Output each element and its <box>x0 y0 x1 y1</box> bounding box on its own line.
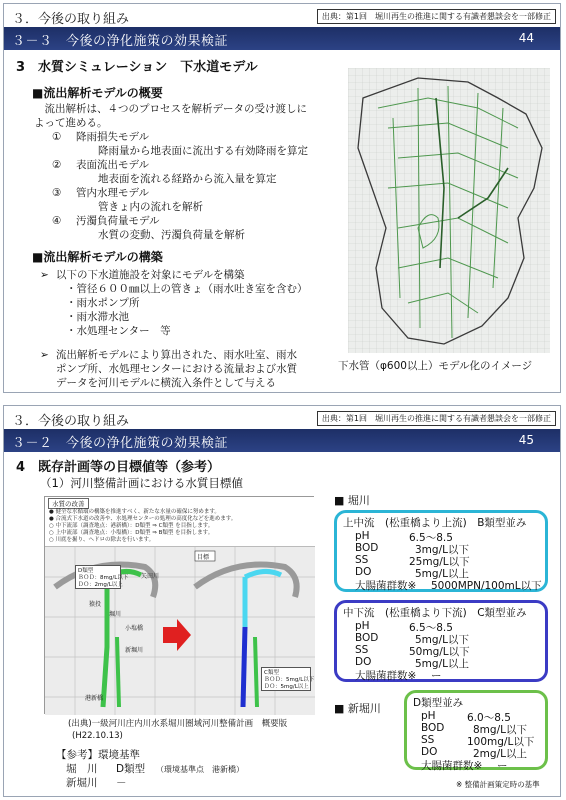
bullet-arrow-icon: ➢ <box>40 349 49 361</box>
row-key: DO <box>355 566 372 578</box>
construction-heading: ■流出解析モデルの構築 <box>32 250 163 264</box>
figure-line-4: ○ 上中流部（調査地点：小塩橋）：D類型 ⇒ B類型 を目指します。 <box>49 530 214 536</box>
legend-c-title: C類型 <box>264 670 279 676</box>
process-desc-1: 降雨量から地表面に流出する有効降雨を算定 <box>98 145 308 157</box>
figure-note-box <box>45 497 315 547</box>
row-key: BOD <box>355 632 379 644</box>
figure-line-5: ○ 川底を掘り、ヘドロの除去を行います。 <box>49 537 155 543</box>
row-value: 5000MPN/100mL以下 <box>431 580 542 592</box>
figure-source-1: (出典)一級河川庄内川水系堀川圏域河川整備計画 概要版 <box>68 719 288 729</box>
water-quality-figure <box>44 496 314 714</box>
process-name-3: 管内水理モデル <box>76 187 149 199</box>
place-label-2: 堀川 <box>109 611 122 618</box>
place-label-1: 猿投 <box>89 601 102 608</box>
page-heading: 3 水質シミュレーション 下水道モデル <box>16 60 258 75</box>
legend-d-title: D類型 <box>78 568 94 574</box>
row-value: 6.5～8.5 <box>409 622 453 634</box>
row-key: pH <box>355 620 370 632</box>
bullet-arrow-icon: ➢ <box>40 269 49 281</box>
section-header <box>4 406 560 429</box>
source-note: 出典：第1回 堀川再生の推進に関する有識者懇談会を一部修正 <box>317 411 556 426</box>
row-value: ー <box>431 670 442 682</box>
row-key: SS <box>355 644 369 656</box>
place-label-6: 港新橋 <box>85 695 104 702</box>
sewer-network-map <box>348 68 550 353</box>
row-value: 2mg/L以上 <box>473 748 527 760</box>
horikawa-label: ■ 堀川 <box>334 494 370 507</box>
bullet-1: 以下の下水道施設を対象にモデルを構築 <box>56 269 245 281</box>
subtitle: ３－３ 今後の浄化施策の効果検証 <box>12 34 229 49</box>
table-d-title: D類型並み <box>413 697 464 709</box>
process-num-1: ① <box>52 131 62 143</box>
row-key: SS <box>421 734 435 746</box>
slide-44 <box>3 3 561 393</box>
legend-c-do: ＤＯ：5mg/L以上 <box>264 684 309 690</box>
target-table-shinhorikawa <box>404 690 548 770</box>
row-key: 大腸菌群数※ <box>355 670 417 682</box>
table-lower-title: 中下流 (松重橋より下流) C類型並み <box>343 607 527 619</box>
table-upper-title: 上中流 (松重橋より上流) B類型並み <box>343 517 527 529</box>
source-note: 出典：第1回 堀川再生の推進に関する有識者懇談会を一部修正 <box>317 9 556 24</box>
sewer-map-image <box>348 68 550 353</box>
reference-value-2: － <box>116 777 127 789</box>
reference-title: 【参考】環境基準 <box>56 749 140 761</box>
legend-c-bod: ＢＯＤ：5mg/L以下 <box>264 677 315 683</box>
legend-d-box <box>75 565 129 589</box>
bullet-2-line-1: 流出解析モデルにより算出された、雨水吐室、雨水 <box>56 349 297 361</box>
row-value: 5mg/L以下 <box>415 634 469 646</box>
shinhorikawa-label: ■ 新堀川 <box>334 702 381 715</box>
row-value: 25mg/L以下 <box>409 556 470 568</box>
legend-d-bod: ＢＯＤ：8mg/L以下 <box>78 575 129 581</box>
overview-intro-1: 流出解析は、４つのプロセスを解析データの受け渡しに <box>34 103 307 115</box>
section-header <box>4 4 560 27</box>
figure-line-2: ● 合流式下水道の改善や、水処理センターの処理の高度化などを進めます。 <box>49 516 237 522</box>
overview-heading: ■流出解析モデルの概要 <box>32 86 163 100</box>
row-value: ー <box>497 760 508 772</box>
facility-4: ・水処理センター 等 <box>66 325 171 337</box>
facility-3: ・雨水滞水池 <box>66 311 129 323</box>
row-key: SS <box>355 554 369 566</box>
subtitle-bar <box>4 27 560 50</box>
row-key: 大腸菌群数※ <box>355 580 417 592</box>
facility-1: ・管径６００㎜以上の管きょ（雨水吐き室を含む） <box>66 283 308 295</box>
figure-box-title: 水質の改善 <box>48 498 89 509</box>
map-caption: 下水管（φ600以上）モデル化のイメージ <box>338 360 533 372</box>
subtitle-bar <box>4 429 560 452</box>
row-value: 100mg/L以下 <box>467 736 535 748</box>
row-key: DO <box>421 746 438 758</box>
process-desc-3: 管きょ内の流れを解析 <box>98 201 203 213</box>
facility-2: ・雨水ポンプ所 <box>66 297 140 309</box>
section-subheading: （1）河川整備計画における水質目標値 <box>40 476 243 490</box>
legend-d-do: ＤＯ：2mg/L以上 <box>78 582 123 588</box>
slide-45 <box>3 405 561 797</box>
row-value: 8mg/L以下 <box>473 724 527 736</box>
subtitle: ３－２ 今後の浄化施策の効果検証 <box>12 436 229 451</box>
page-number: 44 <box>518 31 534 45</box>
process-num-3: ③ <box>52 187 62 199</box>
section-title: ３．今後の取り組み <box>12 414 130 429</box>
bullet-2-line-3: データを河川モデルに横流入条件として与える <box>56 377 276 389</box>
row-key: 大腸菌群数※ <box>421 760 483 772</box>
row-key: DO <box>355 656 372 668</box>
footnote: ※ 整備計画策定時の基準 <box>456 780 540 789</box>
row-value: 6.5～8.5 <box>409 532 453 544</box>
row-key: BOD <box>421 722 445 734</box>
figure-source-2: (H22.10.13) <box>72 731 123 741</box>
target-label: 目標 <box>197 554 210 561</box>
page-number: 45 <box>518 433 534 447</box>
process-num-2: ② <box>52 159 62 171</box>
row-value: 50mg/L以下 <box>409 646 470 658</box>
figure-line-1: ● 健全な水循環の構築を推進すべく、新たな水量の確保に努めます。 <box>49 509 220 515</box>
reference-name-1: 堀 川 <box>66 763 98 775</box>
place-label-3: 新堀川 <box>125 647 144 654</box>
bullet-2-line-2: ポンプ所、水処理センターにおける流量および水質 <box>56 363 298 375</box>
row-key: pH <box>421 710 436 722</box>
target-table-lower <box>334 600 548 682</box>
row-value: 5mg/L以上 <box>415 568 469 580</box>
reference-value-1: D類型 <box>116 763 146 775</box>
page-heading: 4 既存計画等の目標値等（参考） <box>16 460 221 475</box>
row-key: pH <box>355 530 370 542</box>
process-name-2: 表面流出モデル <box>76 159 149 171</box>
process-name-1: 降雨損失モデル <box>76 131 149 143</box>
figure-line-3: ○ 中下流部（調査地点：港新橋）：D類型 ⇒ C類型 を目指します。 <box>49 523 214 529</box>
process-name-4: 汚濁負荷量モデル <box>76 215 160 227</box>
reference-name-2: 新堀川 <box>66 777 98 789</box>
overview-intro-2: よって進める。 <box>34 117 108 129</box>
process-desc-4: 水質の変動、汚濁負荷量を解析 <box>98 229 245 241</box>
target-table-upper <box>334 510 548 592</box>
row-value: 5mg/L以上 <box>415 658 469 670</box>
row-value: 3mg/L以下 <box>415 544 469 556</box>
legend-c-box <box>261 667 315 691</box>
reference-note-1: （環境基準点 港新橋） <box>156 765 244 774</box>
process-desc-2: 地表面を流れる経路から流入量を算定 <box>98 173 277 185</box>
place-label-5: 小塩橋 <box>125 625 144 632</box>
section-title: ３．今後の取り組み <box>12 12 130 27</box>
row-value: 6.0～8.5 <box>467 712 511 724</box>
place-label-4: 矢田川 <box>141 573 160 580</box>
row-key: BOD <box>355 542 379 554</box>
process-num-4: ④ <box>52 215 62 227</box>
